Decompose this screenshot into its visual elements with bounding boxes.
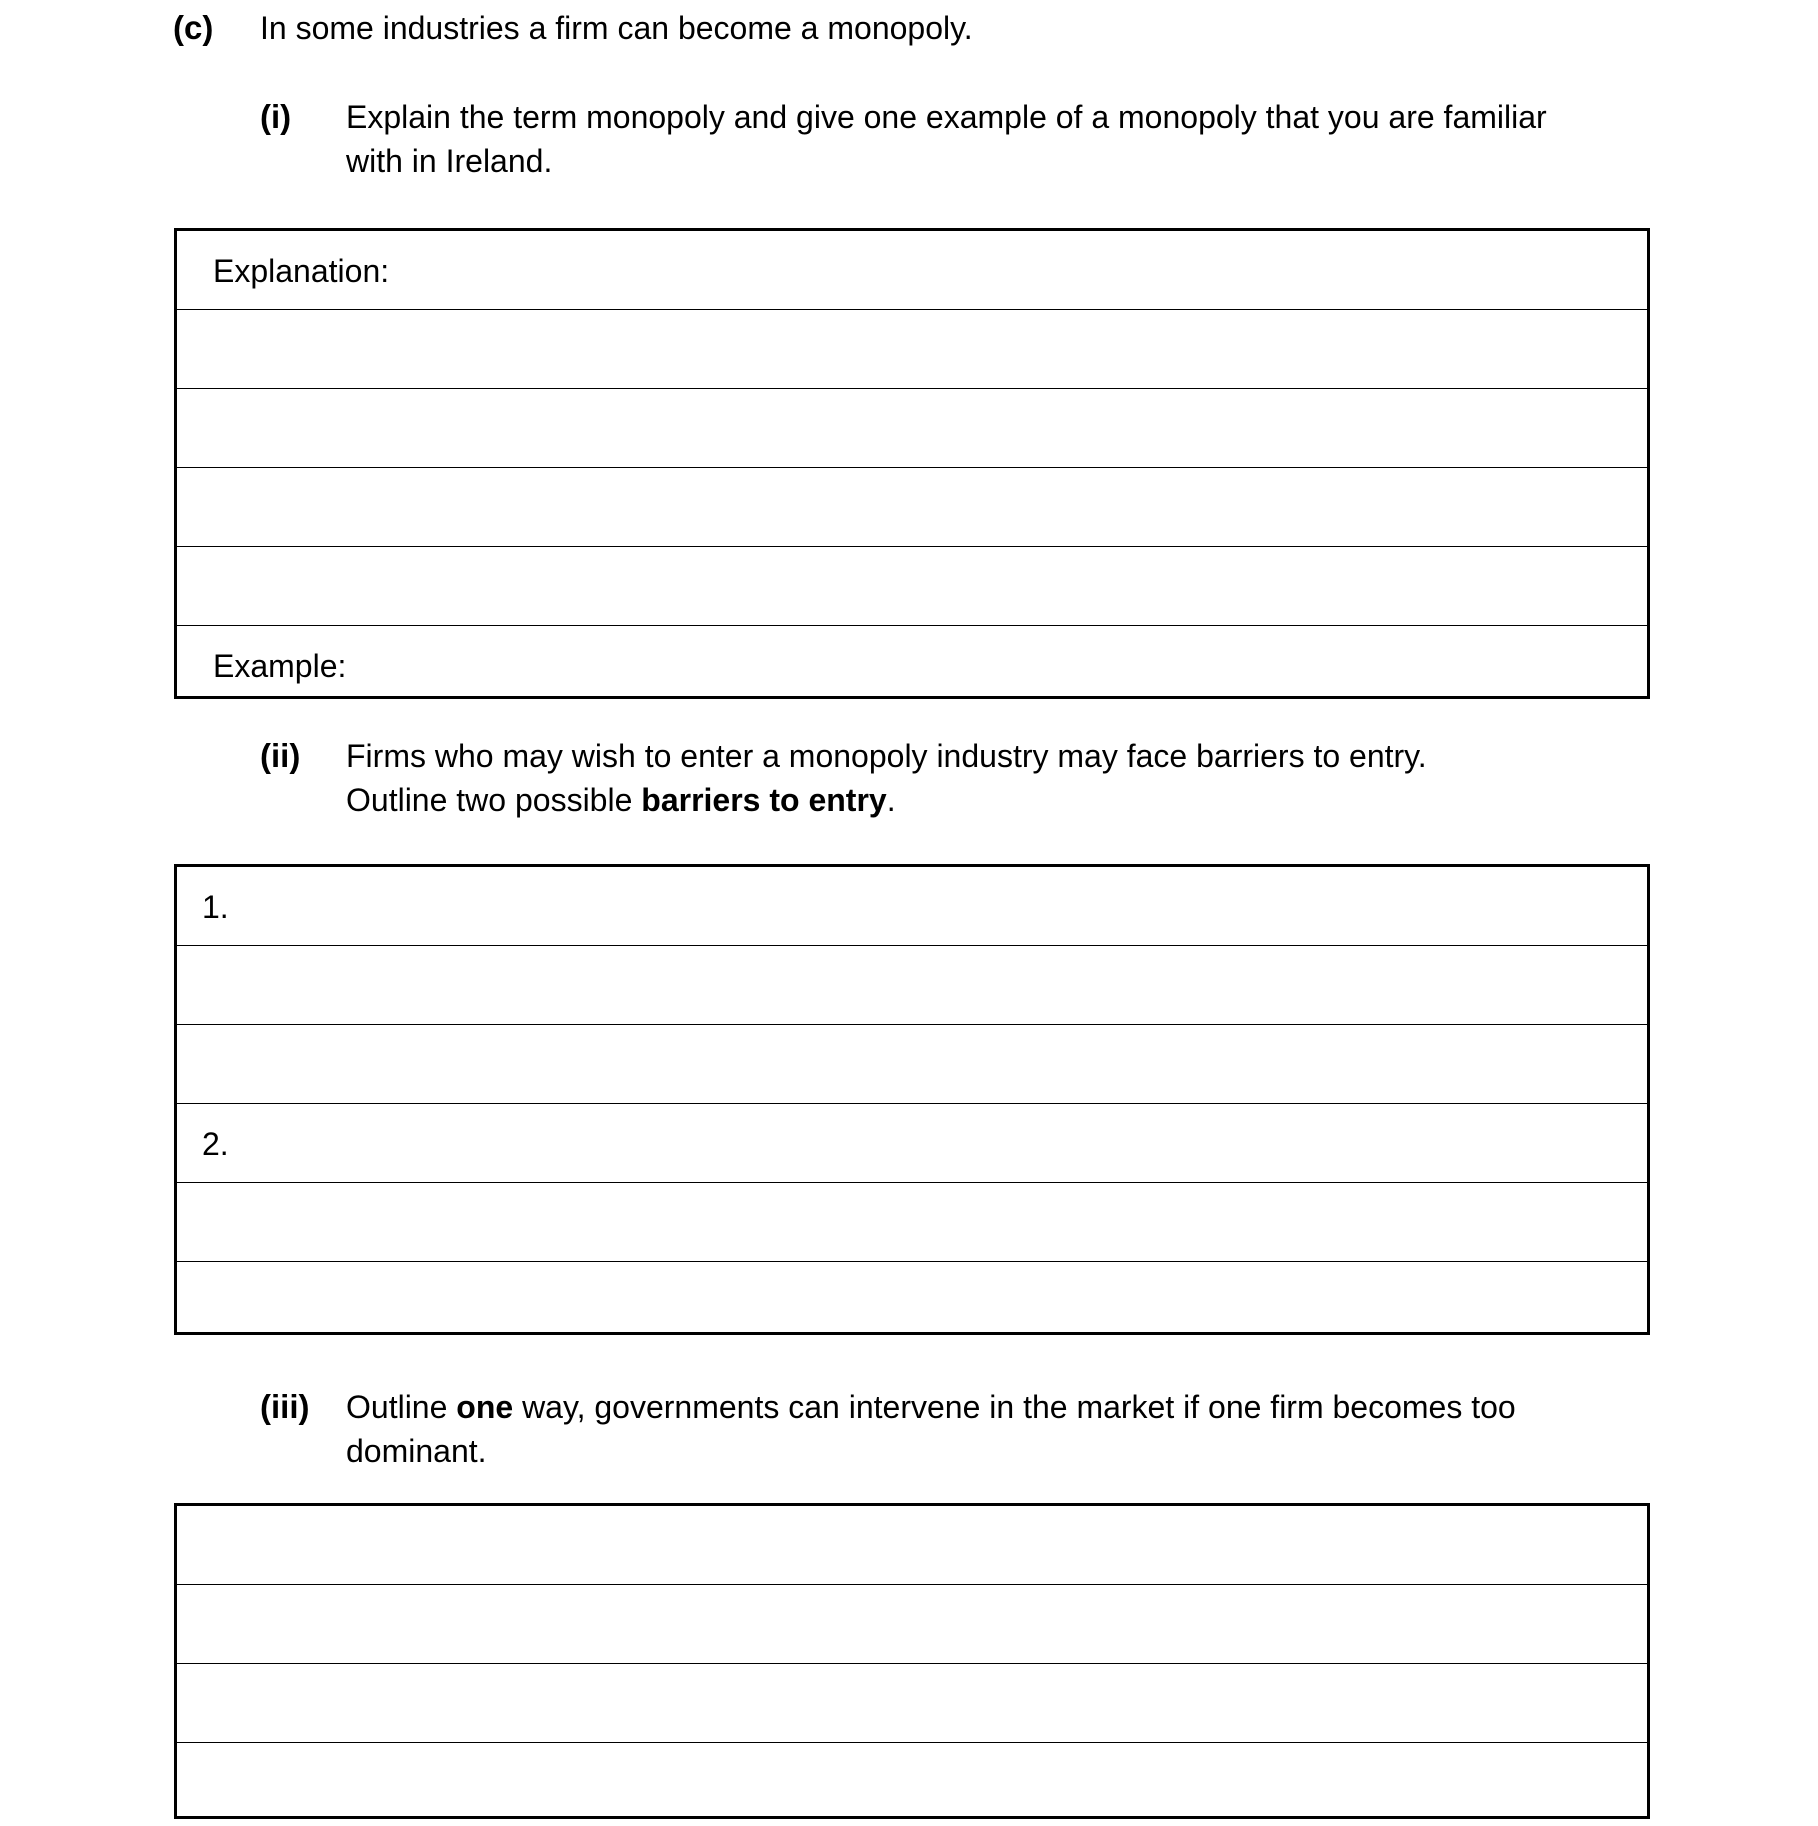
answer-line[interactable] [177,231,1647,310]
question-iii-label: (iii) [260,1388,310,1425]
answer-line[interactable] [177,310,1647,389]
answer-line[interactable] [177,389,1647,468]
answer-line[interactable] [177,1104,1647,1183]
answer-line[interactable] [177,1025,1647,1104]
example-label: Example: [213,648,347,684]
question-ii-label: (ii) [260,737,301,774]
answer-line[interactable] [177,1262,1647,1341]
answer-line[interactable] [177,626,1647,705]
answer-line[interactable] [177,1506,1647,1585]
answer-line[interactable] [177,468,1647,547]
answer-line[interactable] [177,1183,1647,1262]
question-ii-line2-bold: barriers to entry [641,782,887,818]
question-iii-text-line2: dominant. [346,1433,487,1469]
question-ii-line2-suffix: . [886,782,896,818]
part-c-text: In some industries a firm can become a monopoly. [260,10,973,46]
part-c-label: (c) [173,9,214,46]
question-iii-line1-prefix: Outline [346,1389,457,1425]
question-i-label: (i) [260,98,292,135]
question-iii-line1-suffix: way, governments can intervene in the market if one firm becomes too [513,1389,1516,1425]
question-iii-line1-bold: one [456,1389,514,1425]
answer-line[interactable] [177,1743,1647,1822]
answer-box-i[interactable] [174,228,1650,699]
answer-line[interactable] [177,867,1647,946]
question-i-text-line1: Explain the term monopoly and give one example of a monopoly that you are familiar [346,99,1547,135]
answer-box-iii[interactable] [174,1503,1650,1819]
answer-line[interactable] [177,547,1647,626]
answer-box-ii[interactable] [174,864,1650,1335]
answer-line[interactable] [177,1664,1647,1743]
question-ii-text-line2 [346,778,896,822]
item-2-label: 2. [202,1126,229,1162]
question-ii-line2-prefix: Outline two possible [346,782,642,818]
question-i-text-line2: with in Ireland. [346,143,553,179]
answer-line[interactable] [177,1585,1647,1664]
question-ii-text-line1: Firms who may wish to enter a monopoly industry may face barriers to entry. [346,738,1427,774]
answer-line[interactable] [177,946,1647,1025]
item-1-label: 1. [202,889,229,925]
question-iii-text-line1 [346,1385,1516,1429]
explanation-label: Explanation: [213,253,390,289]
